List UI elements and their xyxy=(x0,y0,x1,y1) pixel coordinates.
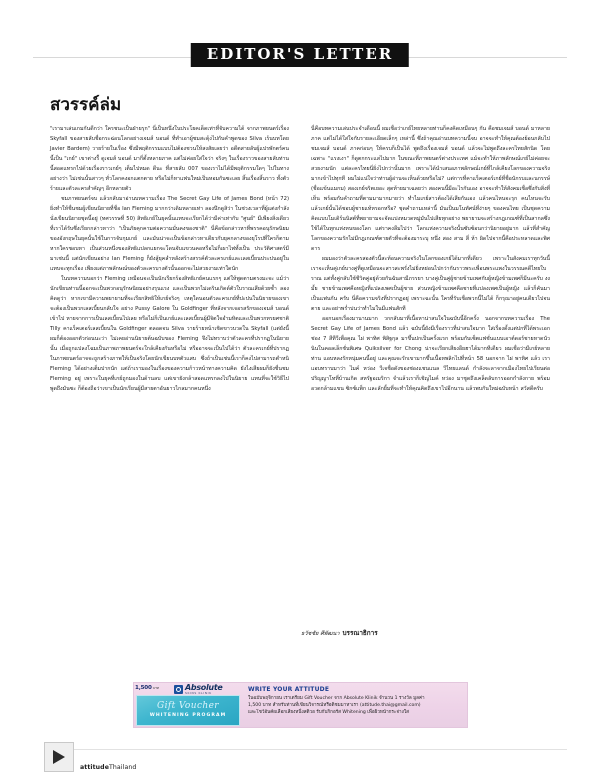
footer-brand xyxy=(80,764,136,771)
absolute-logo xyxy=(174,684,222,695)
page-title: EDITOR'S LETTER xyxy=(191,43,409,67)
gift-voucher-image xyxy=(136,695,240,726)
footer-rule xyxy=(74,749,567,750)
article-headline: สวรรค์ล่ม xyxy=(50,95,122,115)
ad-line-3: และโชว์อันค์ผเลือกเสียงหนึ่งสติวอ รับกับกิกอร์ส Whitening เพื่อผิวหน้ากระจ่างใส xyxy=(248,709,409,715)
ad-price xyxy=(135,685,159,691)
absolute-mark-icon xyxy=(174,685,183,694)
column-left xyxy=(50,124,289,394)
signature-name: ธวัชชัย ศีพัฒนา xyxy=(301,631,340,637)
paragraph: ชมภาพยนตร์จบ แล้วกลับมาอ่านบทความเรื่อง The Secret Gay Life of James Bond (หน้า 72) ยิ่งทำให้ชื่นชมผู้เขียนนิยายที่ชื่อ Ian Fleming มากกว่าเดิมหลายเท่า ลองนึกดูสิว่า ในช่วงเวลาที่ผู้แต่งกำลังนั่งเขียนนิยายชุดนี้อยู่ (ทศวรรษที่ 50) สิทธิเกย์ในยุคนั้นแทบจะเรียกได้ว่ามีค่าเท่ากับ "ศูนย์" มีเพียงสิ่งเดียวที่เราได้รับซึ่งเรียกกล่าวหาว่า "เป็นภัยคุกคามต่อความมั่นคงของชาติ" นี่คือข้อกล่าวหาที่พรรคอนุรักษนิยมของอังกฤษในยุคนั้นใช้ในการจับกุมเกย์ และมันน่าจะเป็นข้อกล่าวหาเดียวกับยุคกลางของยุโรปที่ใครก็ตามหากใครชอบหา เป็นส่วนหนึ่งของลัทธิแปลกแยกจะโดนจับแขวนคอหรือไม่ก็เผาไฟทั้งเป็น ประวัติศาสตร์มีมาเช่นนี้ แต่นักเขียนอย่าง Ian Fleming ก็ยังสู้ยุคลำหลังสร้างสรรค์ตัวละครเกย์และเลสเบี้ยนประปนอยู่ในแทบจะทุกเรื่อง เพียงแต่ภาพลักษณ์ของตัวละครบางตัวนั้นออกจะไม่สวยงามเท่าใดนัก xyxy=(50,196,289,272)
paragraph: ออกนอกเรื่องมานานมาก วกกลับมาที่เนื้อหาน่าสนใจในฉบับนี้อีกครั้ง นอกจากบทความเรื่อง The Secret Gay Life of James Bond แล้ว ฉบับนี้ยังมีเรื่องราวที่น่าสนใจมาก ใส่เรื่องดั้งแต่ปกที่ได้พระเอกช่อง 7 สีทีวีเพื่อคุณ ไผ่ พาทิศ พิสิฐกุล มาขึ้นปกเป็นครั้งแรก พร้อมกับเซ็ตแฟชั่นแบบเอาต์ดอร์ชายหาดนัวนินในคอลเล็กชั่นพิเศษ Quiksilver for Chong น่าจะเรียกเสียงอืยฮาได้มากทีเดียว ผมเชื่อว่ามีเกย์หลายท่าน แอบหลงรักหนุ่มคนนี้อยู่ และคุณจะรักเขามากขึ้นเนื้อหพลิกไปที่หน้า 58 นอกจาก ไผ่ พาทิศ แล้ว เราแอบทราบมาว่า ไมค์ หว่อง วีเจชื่อดังของช่องแชนแนล วีไทยแลนด์ กำลังจะลาจากเมืองไทยไปเรียนต่อปริญญาโทที่บ้านเกิด สหรัฐอเมริกา จำแล้วเราก็เชิญไมค์ หว่อง มาชูดถึงเคล็ดลับการออกกำลังกาย พร้อมอวดกล้ามแขน ซิกซ์แพ็ก และลักยิ้มที่จะทำให้คุณคิดถึงเขาไปอีกนาน แล้วพบกันใหม่ฉบับหน้า สวัสดีครับ xyxy=(311,316,550,392)
footer-brand-light: Thailand xyxy=(109,764,137,771)
play-triangle-icon[interactable] xyxy=(44,742,74,772)
ad-price-value: 1,500 xyxy=(135,685,152,691)
absolute-wordmark xyxy=(185,684,222,695)
brand-name: Absolute xyxy=(185,683,223,692)
voucher-title: Gift Voucher xyxy=(156,701,220,712)
paragraph: ผมมองว่าตัวละครสองตัวนี้สะท้อนความจริงในโลกของเกย์ได้มากที่เดียว เพราะในสังคมเราทุกวันนี้ เราจะเห็นคู่เกย์บางคู่ที่ดูเหมือนจะสาวสะพรั่งไม่ยิ่งหย่อนไปกว่ากันราวพระเพื่อนพระแพงในวรรณคดีไทยใบราณ แต่ทั้งคู่กลับใช้ชีวิตคู่อยู่ด้วยกันฉันสามีภรรยา บางคู่เป็นคู่ผู้ชายข้ามเพศกับผู้หญิงข้ามเพศก็มีนะครับ งงมั้ย ชายข้ามเพศคือหญิงที่แปลงเพศเป็นผู้ชาย ส่วนหญิงข้ามเพศคือชายที่แปลงเพศเป็นผู้หญิง แล้วก็คันมาเป็นแฟนกัน ครับ นี่คือความจริงที่ปรากฏอยู่ เพราะฉะนั้น ใครที่รับเชื่อพวกนี้ไม่ได้ ก็กรุณาอยู่คนเดียวไปจนตาย และอย่าพร่ำบ่นว่าทำไมในมีแฟนสักที xyxy=(311,256,550,312)
column-right xyxy=(311,124,550,394)
ad-price-unit: บาท xyxy=(152,686,159,690)
editor-signature xyxy=(301,628,378,639)
ad-visual xyxy=(134,683,242,727)
ad-headline: WRITE YOUR ATTITUDE xyxy=(248,686,330,693)
article-body xyxy=(50,124,550,394)
paragraph: "เรามาเล่นเกมกันดีกว่า ใครชนะเป็นฝ่ายรุก" นี่เป็นหนึ่งในประโยคเด็ดเท่าที่จับความได้ จากภาพยนตร์เรื่อง Skyfall ของสายลับชื่อกระฉ่อนโลกอย่างเจมส์ บอนด์ ที่ทำเอาผู้ชมสะดุ้งไปกับคำพูดของ Silva เร้นบทโดย Javier Bardem) วายร้ายในเรื่อง ซึ่งมีพฤติกรรมแบบไม่ต้องชวนให้สงสัยเลยว่า อดีตสายลับผู้แปรพักตร์คนนี้เป็น "เกย์" เขาต่างรื้ ดูเจมส์ บอนด์ มากี่ตั้งหลายภาค แต่ไม่ค่อยใส่ใจว่า จริงๆ ในเรื่องราวของสายลับท่านนี้สอดแทรกไปด้วยเรื่องราวเกย์ๆ เต็มไปหมด ดีนะ ที่สายลับ 007 ของเราไม่ได้มีพฤติกรรมใดๆ ไปในทางอย่างว่า ไม่เช่นนั้นสาวๆ ทั่วโลกคงอกแตกตาย หรือไม่ก็หาแฟนใหม่เป็นหอมกันซะเลย สิ้นเรื่องสิ้นราว ทั้งตัวร้ายและตัวละครสำคัญๆ อีกหลายตัว xyxy=(50,126,289,192)
brand-sub: SKINS KLINIK xyxy=(185,691,212,695)
ad-copy xyxy=(242,683,467,727)
masthead xyxy=(0,43,600,73)
footer-brand-bold: attitude xyxy=(80,764,110,771)
advertisement-banner[interactable] xyxy=(133,682,468,728)
ad-line-1: ในฉบับพฤจิกายน เราเตรียม Gift Voucher จาก Absolute Klinik จำนวน 1 รางวัล มูลค่า xyxy=(248,695,425,701)
paragraph: ในบทความบอกว่า Fleming เหมือนจะเป็นนักเรียกร้องสิทธิเกย์คนแรกๆ แต่ให้พูดตามตรงมะจะ แม้ว่านักเขียนท่านนี้ออกจะเป็นพวกอนุรักษนิยมอย่างรุนแรง และเป็นพวกไม่เดรินเกิดด์ตัวใบราณเสียด้วยซ้ำ ลองคิดดูว่า หากเขามีความพยายามที่จะเรียกสิทธิให้เกย์จริงๆ เหตุใดนอนตัวละครเกย์ที่ปะปนในนิยายของเขาจะต้องเป็นพวกเลสเบี้ยนกลับใจ อย่าง Pussy Galore ใน Goldfinger ที่หลังจากเจอรสรักของเจมส์ บอนด์ เข้าไป หายจากการเป็นเลสเบี้ยนไปเลย หรือไม่ก็เป็นเกย์และเลสเบี้ยนผู้มีจิตใจอำมหิตและเป็นพวกทรยศชาติ Tilly คาแร็คเตอร์เลสเบี้ยนใน Goldfinger ตลอดจน Silva วายร้ายหน้าเชิดขาวบวดใน Skyfall (แต่ยังนี้ผมก็ต้องออกตัวก่อนนะว่า ไม่เคยอ่านนิยายต้นฉบับของ Fleming จึงไม่ทราบว่าตัวละครที่ปรากฏในนิยายนั้น เมื่อถูกแปลงโฉมเป็นภาพภาพยนตร์จะใกล้เคียงกันหรือไม่ หรืออาจจะเป็นไปได้ว่า ตัวละครเกย์ที่ปรากฏในภาพยนตร์อาจจะถูกสร้างภาพให้เป็นจริงโดยนักเขียนบทตัวแสบ ซึ่งถ้าเป็นเช่นนี้เราก็คงไปสามารถตำหนิ Fleming ได้อย่างเต็มปากนัก แต่ถ้าเรามองในเรื่องของความก้าวหน้าทางความคิด ยังไงเสียผมก็ยังชื่นชม Fleming อยู่ เพราะในยุคที่เกย์ถูกมองในด้านลบ แต่เขายังกล้าสอดแทรกลงไปในนิยาย แทนที่จะใช้วิธีไปพูดถึงมันซะ ก็ต้องถือว่าเขาเป็นนักเรียนผู้มีสายตาอันยาวไกลมากคนหนึ่ง xyxy=(50,276,289,392)
signature-role: บรรณาธิการ xyxy=(342,629,378,637)
ad-line-2: 1,500 บาท สำหรับท่านที่เขียนวิจารณ์หรือติชมมาหาเรา (attitude.thai@gmail.com) xyxy=(248,702,421,708)
voucher-subtitle: WHITENING PROGRAM xyxy=(149,713,227,719)
paragraph: นี่คือบทความเล่นประจำเดือนนี้ ผมเชื่อว่าเกย์ไทยหลายท่านก็คงคิดเหมือนๆ กัน คือชมเจมส์ บอนด์ มาหลายภาค แต่ไม่ได้ใส่ใจกับรายละเอียดเล็กๆ เหล่านี้ ซึ่งถ้าคุณอ่านบทความนี้จบ อาจจะทำให้คุณต้องย้อนกลับไปชมเจมส์ บอนด์ ภาคก่อนๆ ให้ครบก็เป็นได้ พูดถึงเรื่องเจมส์ บอนด์ แล้วจะไม่พูดถึงละครไทยสักนิด โดยเฉพาะ "แรงเงา" ก็ดูตกกระแสไปมาก ในขณะที่ภาพยนตร์ต่างประเทศ แม้จะทำให้ภาพลักษณ์เกย์ไม่ค่อยจะสวยงามนัก แต่ละครไทยนี่ยิ่งไปกว่านั้นมาก เพราะได้นำเสนอภาพลักษณ์เกย์ที่ไกล้เคียงโลกของความจริงมากเข้าไปทุกที ผมไม่แน่ใจว่าท่านผู้อ่านจะเห็นด้วยหรือไม่? แต่การที่คาแร็คเตอร์เกย์ที่ชื่อนักรบและนกรรษ์ (ชื่อแข้นแมกม) สองเกย์จริตเยอะ สุดท้ายมาเฉลยว่า สองคนนี้มีอะไรกันเอง อาจจะทำให้สังคมเชื่อซึ่งกับสิ่งที่เห็น พร้อมกับคำถามที่ตามมามากมายว่า ทำไมเกย์สาวต้องได้เสียกันเอง แล้วคนไหนจะรุก คนไหนจะรับ แล้วเกย์นั้นได้ชอบผู้ชายแท้หรอกหรือ? ชุดคำถามเหล่านี้ มันเป็นมโนทัศน์ที่ง่ายๆ ของคนไทย เป็นชุดความคิดแบบโมเดิร์นนิสต์ที่พยายามจะจัดแบ่งหมวดหมู่มันไปเสียทุกอย่าง พยายามจะสร้างกฎเกณฑ์ที่เป็นสากลซึ่งใช้ได้ในทุกแห่งหนของโลก แต่ราคงลืมไปว่า โลกแห่งความจริงนั้นซับซ้อนกว่านิยายอยู่มาก แล้วที่สำคัญโลกของความรักไม่มีกฎเกณฑ์ตายตัวที่จะต้องมาระบุ หนึ่ง สอง สาม สี่ ห้า ผิดไปจากนี้คือประหลาดและพิศดาร xyxy=(311,126,550,252)
